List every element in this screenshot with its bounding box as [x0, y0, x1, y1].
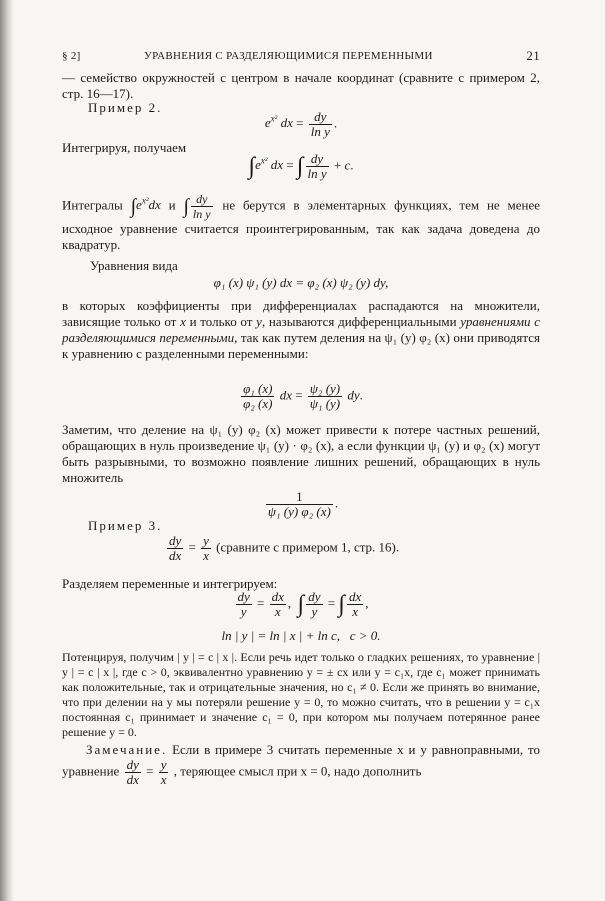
equation-separate-integrate: $\frac{dy}{y}$ = $\frac{dx}{x}$ , ∫ $\frac{dy}{y}$ = ∫ $\frac{dx}{x}$ , [237, 589, 369, 619]
equation-example-2: $e^{x^2}$ dx = $\frac{dy}{\text{ln y}}$ . [264, 109, 338, 139]
example-2-label: Пример 2. [88, 100, 163, 115]
separate-variables-text: Разделяем переменные и интегрируем: [62, 576, 278, 591]
equation-integrated: $\int e^{x^2}$ dx = ∫ $\frac{dy}{\text{ln y}}$ + c. [248, 151, 354, 181]
equation-example-3: $\frac{dy}{dx}$ = $\frac{y}{x}$ (сравните с примером 1, стр. 16). [169, 533, 400, 563]
equations-of-form: Уравнения вида [90, 258, 178, 273]
paragraph-integrals: Интегралы $\int e^{x^2}dx$ и ∫ $\frac{dy}{\text{ln y}}$ не берутся в элементарных функциях, тем не менее исходное уравнение считается проинтегрированным, так как задача доведена до квадратур. [62, 192, 540, 252]
chapter-title: УРАВНЕНИЯ С РАЗДЕЛЯЮЩИМИСЯ ПЕРЕМЕННЫМИ [144, 50, 433, 62]
integrating-text: Интегрируя, получаем [62, 140, 187, 155]
equation-multiplier: $\frac{1}{\text{ψ₁ (y) φ₂ (x)}}$ . [267, 489, 339, 519]
paragraph-circles: — семейство окружностей с центром в начале координат (сравните с примером 2, стр. 16—17). [62, 70, 540, 101]
paragraph-note-division: Заметим, что деление на ψ₁ (y) φ₂ (x) может привести к потере частных решений, обращающих в нуль произведение ψ₁ (y) · φ₂ (x), а если функции ψ₁ (y) и φ₂ (x) могут быть разрывными, то возможно появление лишних решений, обращающих в нуль множитель [62, 422, 540, 485]
page-edge-shadow [0, 0, 14, 901]
page-number: 21 [526, 48, 540, 63]
paragraph-remark: Замечание. Если в примере 3 считать переменные x и y равноправными, то уравнение $\frac{dy}{dx}$ = $\frac{y}{x}$ , теряющее смысл при x = 0, надо дополнить [62, 742, 540, 787]
equation-logarithms: ln | y | = ln | x | + ln c, c > 0. [221, 628, 381, 643]
paragraph-potentiation: Потенцируя, получим | y | = c | x |. Если речь идет только о гладких решениях, то уравнение | y | = c | x |, где c > 0, эквивалентно уравнению y = ± cx или y = c₁x, где c₁ может принимать как положительные, так и отрицательные значения, но c₁ ≠ 0. Если же принять во внимание, что при делении на y мы потеряли решение y = 0, то можно считать, что в решении y = c₁x постоянная c₁ принимает и значение c₁ = 0, при котором мы получаем потерянное ранее решение y = 0. [62, 650, 540, 739]
section-number: § 2] [62, 50, 81, 62]
paragraph-separable: в которых коэффициенты при дифференциалах распадаются на множители, зависящие только от x и только от y, называются дифференциальными уравнениями с разделяющимися переменными, так как путем деления на ψ₁ (y) φ₂ (x) они приводятся к уравнению с разделенными переменными: [62, 298, 541, 361]
equation-separated: $\frac{\text{φ₁ (x)}}{\text{φ₂ (x)}}$ dx = $\frac{\text{ψ₂ (y)}}{\text{ψ₁ (y)}}$ dy. [243, 381, 363, 411]
equation-general-form: φ₁ (x) ψ₁ (y) dx = φ₂ (x) ψ₂ (y) dy, [213, 275, 389, 290]
example-3-label: Пример 3. [88, 518, 163, 533]
